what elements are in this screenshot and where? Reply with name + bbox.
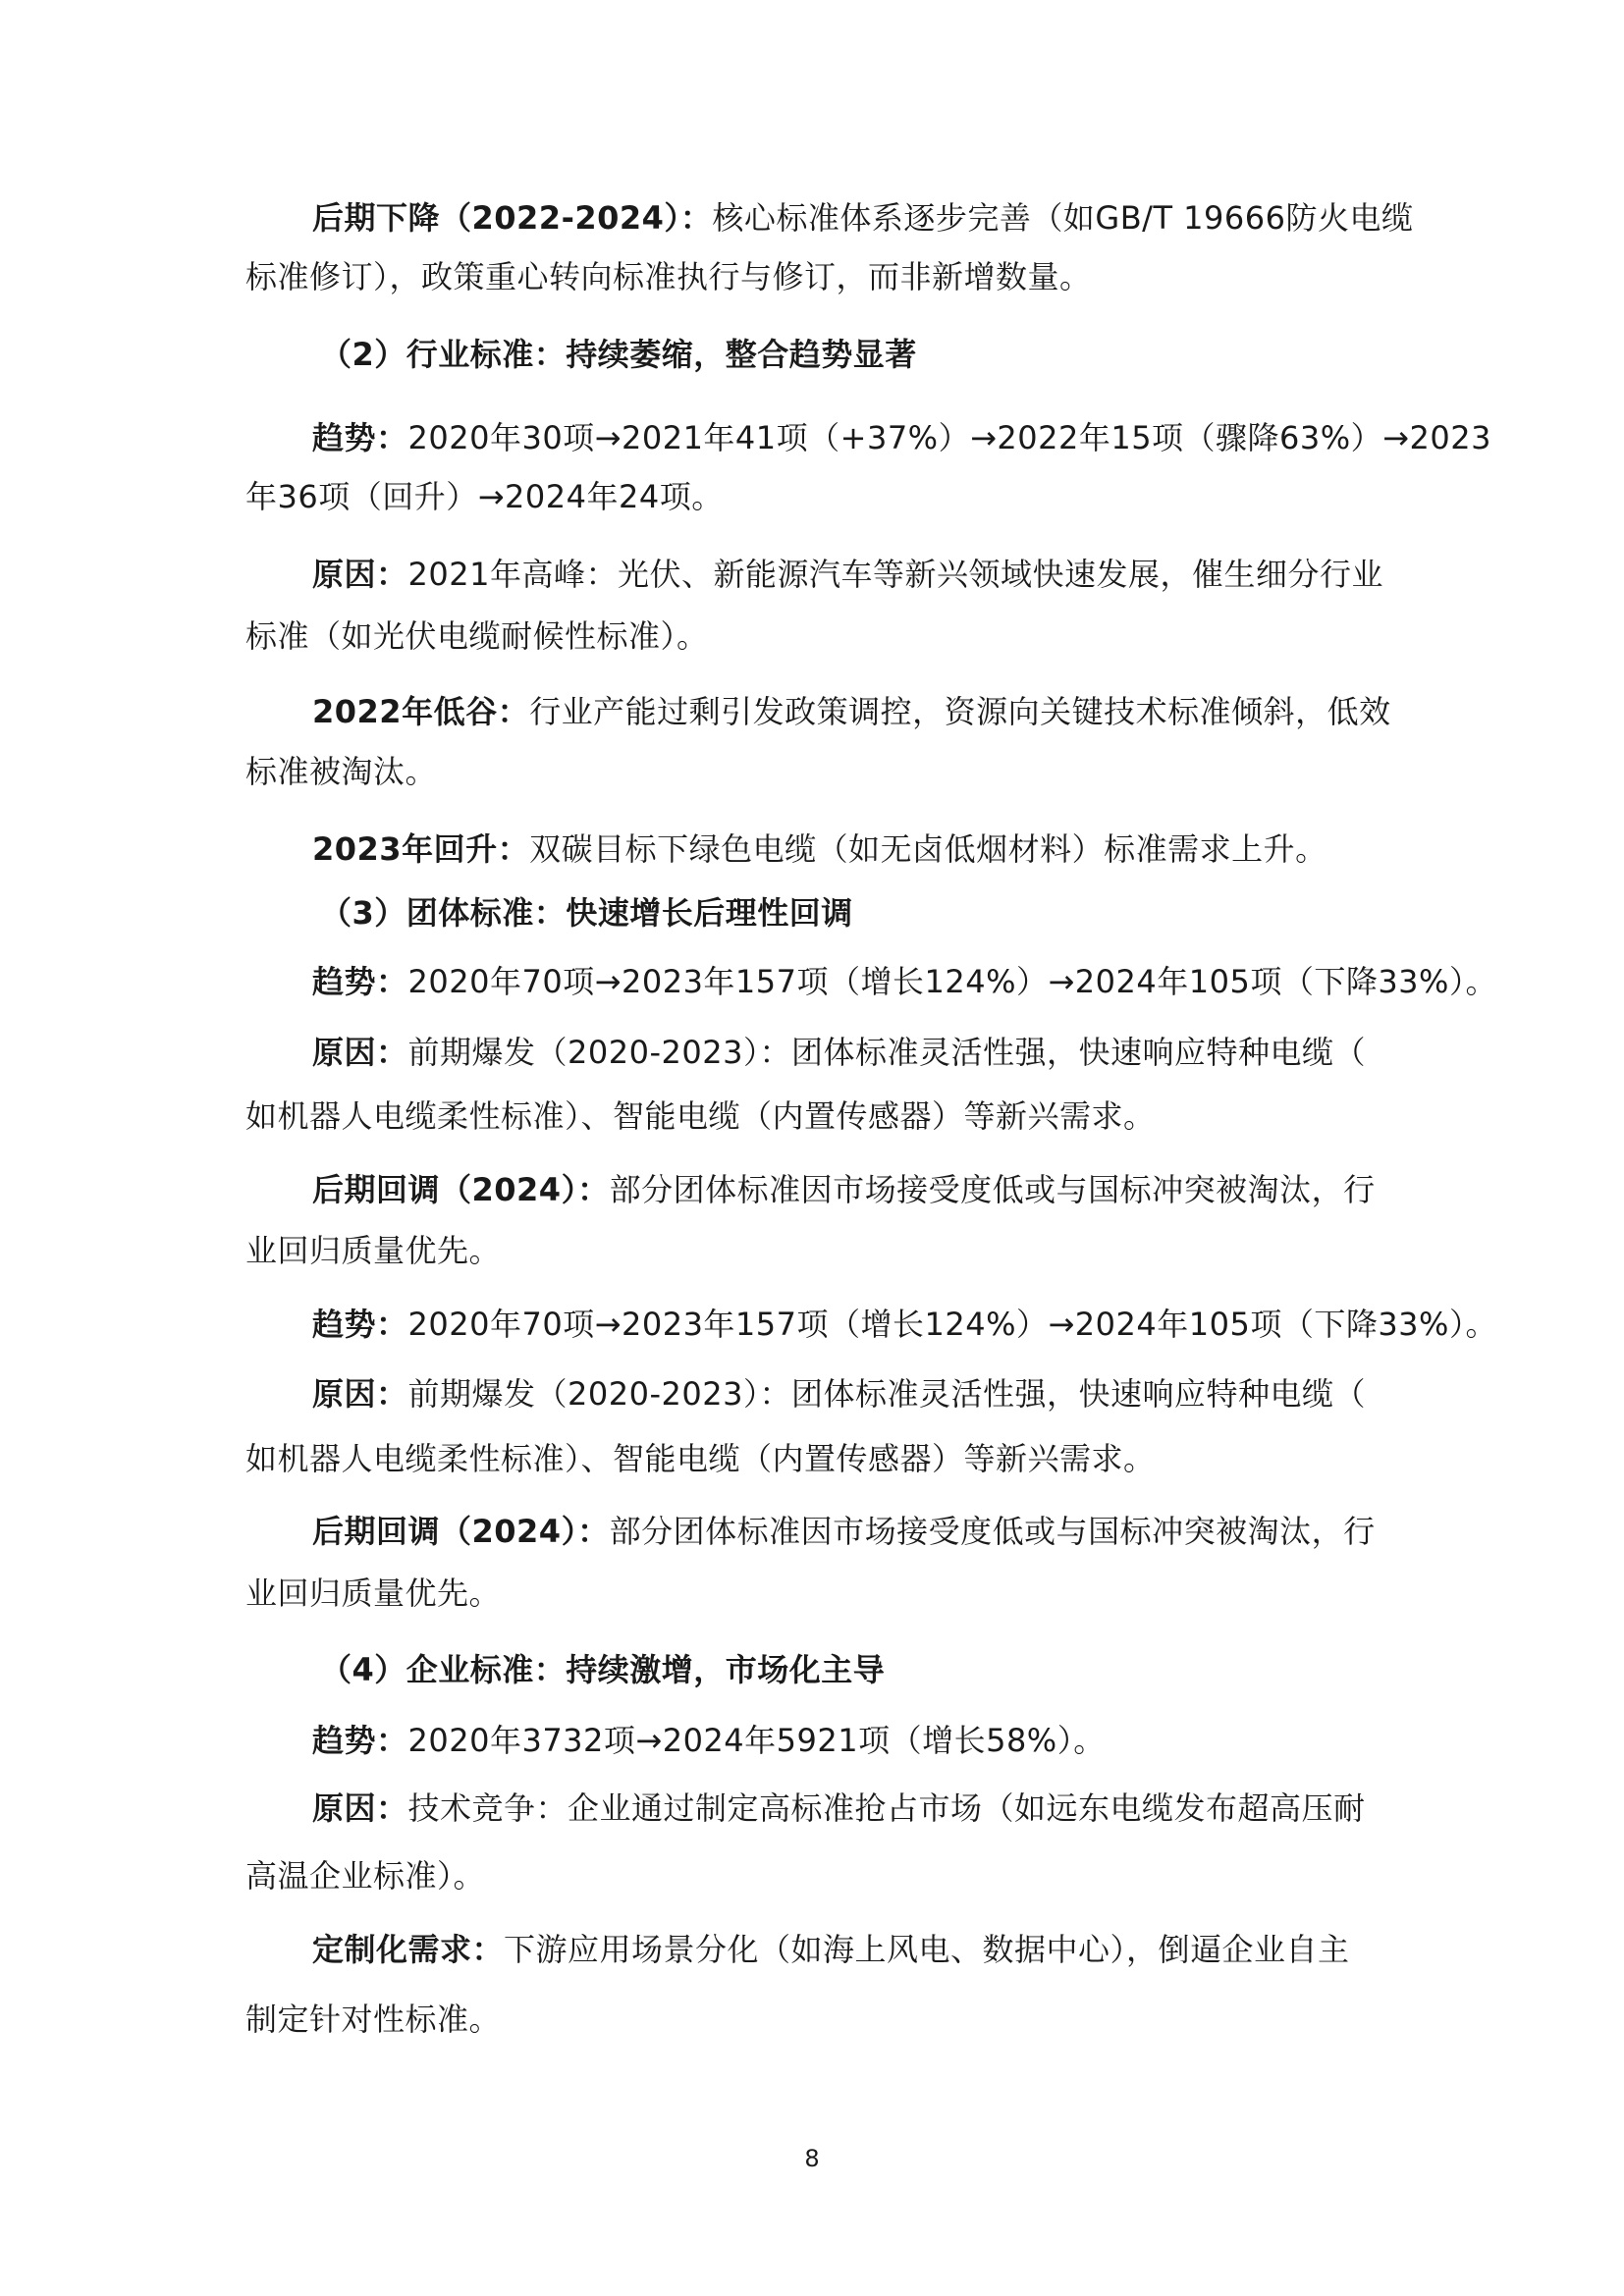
paragraph-text: 行业产能过剩引发政策调控，资源向关键技术标准倾斜，低效 (529, 693, 1391, 730)
paragraph-label: 趋势： (312, 419, 408, 456)
paragraph-continuation: 标准修订），政策重心转向标准执行与修订，而非新增数量。 (245, 258, 1092, 295)
paragraph-label: 后期下降（2022-2024）： (312, 199, 713, 237)
paragraph-text: 2020年3732项→2024年5921项（增长58%）。 (407, 1722, 1106, 1759)
paragraph-text: 技术竞争：企业通过制定高标准抢占市场（如远东电缆发布超高压耐 (407, 1789, 1366, 1827)
paragraph-text: 前期爆发（2020-2023）：团体标准灵活性强，快速响应特种电缆（ (407, 1375, 1366, 1413)
paragraph-continuation: 高温企业标准）。 (245, 1857, 486, 1895)
paragraph-text: 2020年70项→2023年157项（增长124%）→2024年105项（下降33%）。 (407, 963, 1497, 1000)
paragraph-first-line (312, 1305, 1497, 1344)
paragraph-text: 2021年高峰：光伏、新能源汽车等新兴领域快速发展，催生细分行业 (407, 556, 1383, 593)
paragraph-label: 定制化需求： (312, 1931, 505, 1968)
paragraph-label: 趋势： (312, 1722, 408, 1759)
section-heading: （4）企业标准：持续激增，市场化主导 (320, 1651, 886, 1688)
paragraph-first-line (312, 1512, 1376, 1551)
paragraph-text: 部分团体标准因市场接受度低或与国标冲突被淘汰，行 (609, 1513, 1376, 1550)
paragraph-label: 原因： (312, 1034, 408, 1071)
paragraph-label: 后期回调（2024）： (312, 1513, 610, 1550)
paragraph-continuation: 标准被淘汰。 (245, 753, 438, 790)
paragraph-text: 下游应用场景分化（如海上风电、数据中心），倒逼企业自主 (504, 1931, 1350, 1968)
paragraph-continuation: 标准（如光伏电缆耐候性标准）。 (245, 617, 709, 655)
page-number: 8 (804, 2145, 820, 2172)
paragraph-label: 原因： (312, 1789, 408, 1827)
paragraph-first-line (312, 198, 1413, 238)
paragraph-continuation: 制定针对性标准。 (245, 2001, 502, 2038)
paragraph-text: 部分团体标准因市场接受度低或与国标冲突被淘汰，行 (609, 1171, 1376, 1208)
paragraph-continuation: 如机器人电缆柔性标准）、智能电缆（内置传感器）等新兴需求。 (245, 1440, 1156, 1477)
paragraph-label: 原因： (312, 556, 408, 593)
paragraph-continuation: 业回归质量优先。 (245, 1232, 502, 1269)
paragraph-label: 后期回调（2024）： (312, 1171, 610, 1208)
paragraph-text: 双碳目标下绿色电缆（如无卤低烟材料）标准需求上升。 (529, 830, 1327, 868)
paragraph-continuation: 年36项（回升）→2024年24项。 (245, 478, 724, 515)
paragraph-continuation: 如机器人电缆柔性标准）、智能电缆（内置传感器）等新兴需求。 (245, 1097, 1156, 1135)
paragraph-first-line (312, 962, 1497, 1001)
section-heading: （3）团体标准：快速增长后理性回调 (320, 894, 853, 932)
paragraph-first-line (312, 1374, 1366, 1414)
paragraph-label: 原因： (312, 1375, 408, 1413)
paragraph-first-line (312, 1721, 1106, 1760)
paragraph-first-line (312, 1170, 1376, 1209)
paragraph-label: 趋势： (312, 1306, 408, 1343)
paragraph-text: 核心标准体系逐步完善（如GB/T 19666防火电缆 (712, 199, 1414, 237)
paragraph-first-line (312, 1789, 1366, 1828)
paragraph-text: 2020年70项→2023年157项（增长124%）→2024年105项（下降33%）。 (407, 1306, 1497, 1343)
paragraph-label: 趋势： (312, 963, 408, 1000)
paragraph-first-line (312, 829, 1327, 869)
paragraph-first-line (312, 418, 1491, 457)
paragraph-label: 2022年低谷： (312, 693, 530, 730)
paragraph-continuation: 业回归质量优先。 (245, 1575, 502, 1612)
paragraph-first-line (312, 1930, 1350, 1969)
paragraph-first-line (312, 692, 1391, 731)
section-heading: （2）行业标准：持续萎缩，整合趋势显著 (320, 336, 917, 373)
paragraph-text: 2020年30项→2021年41项（+37%）→2022年15项（骤降63%）→2023 (407, 419, 1491, 456)
paragraph-first-line (312, 555, 1383, 594)
paragraph-first-line (312, 1033, 1366, 1072)
paragraph-label: 2023年回升： (312, 830, 530, 868)
paragraph-text: 前期爆发（2020-2023）：团体标准灵活性强，快速响应特种电缆（ (407, 1034, 1366, 1071)
